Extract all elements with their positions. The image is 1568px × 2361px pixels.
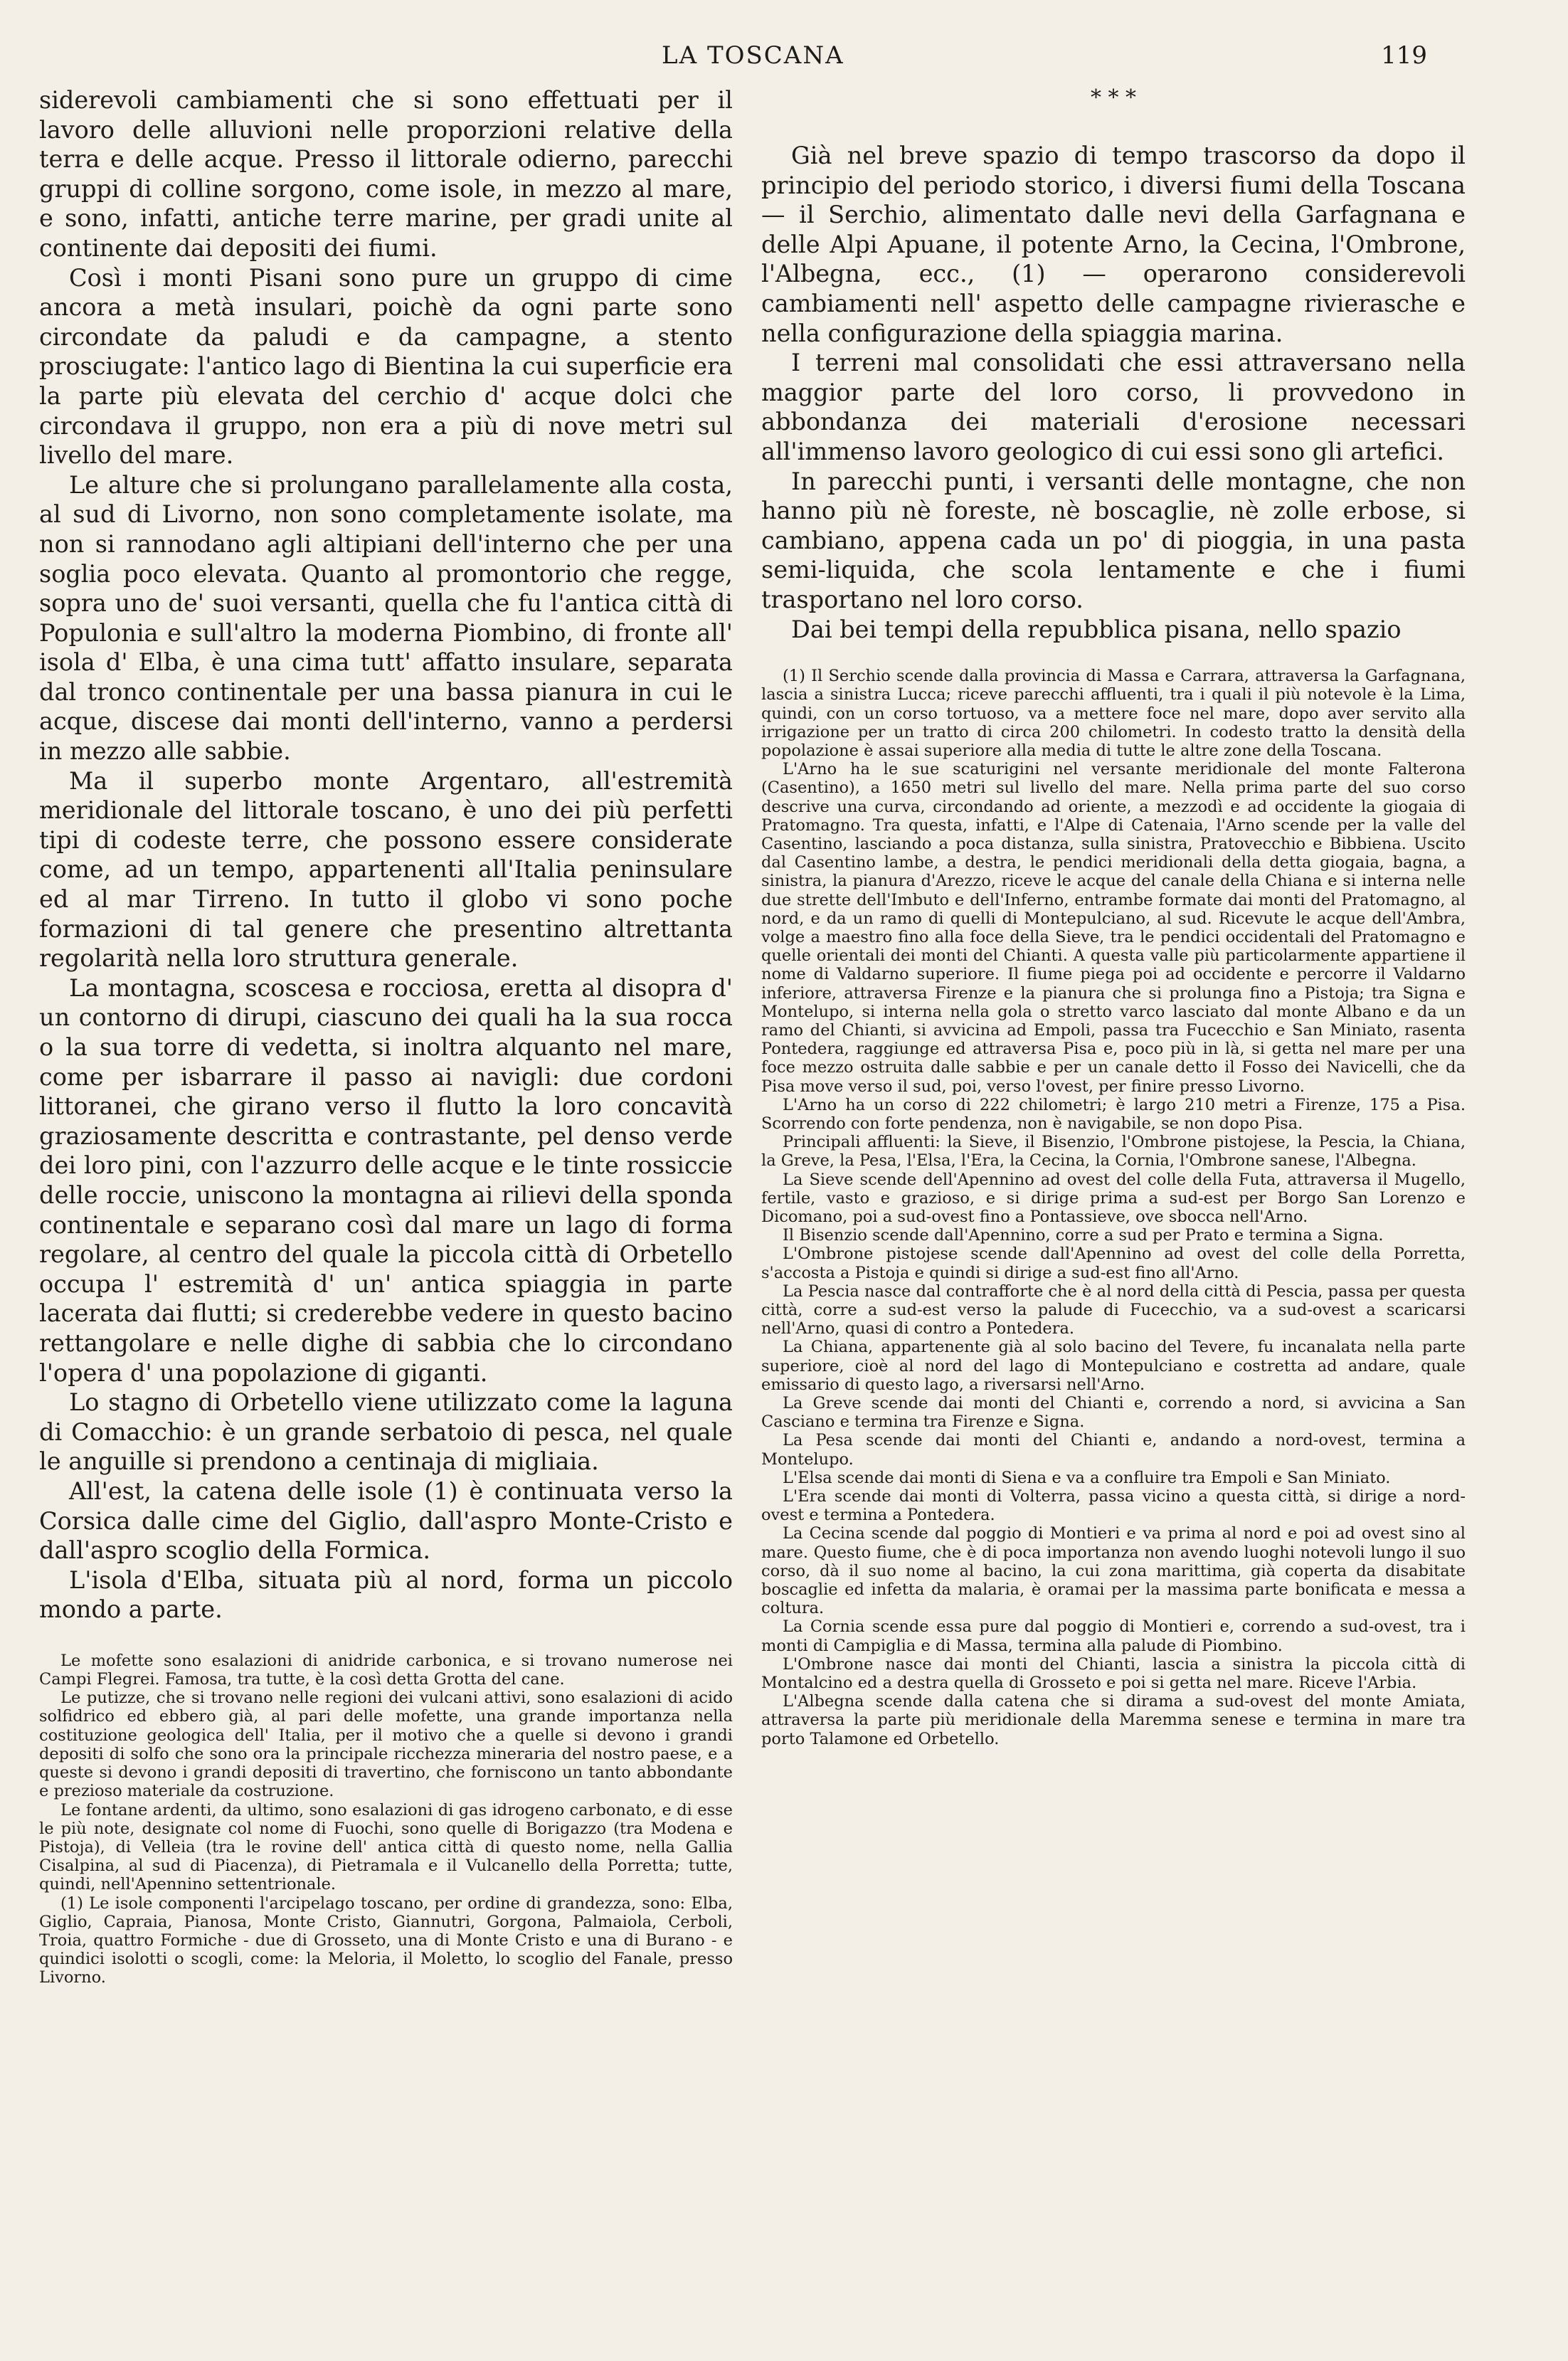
footnote: La Cecina scende dal poggio di Montieri e va prima al nord e poi ad ovest sino al mare. Questo fiume, che è di poca importanza non avendo luoghi notevoli lungo il suo corso, dà il suo nome al bacino, la cui zona marittima, già coperta da disabitate boscaglie ed infetta da malaria, è oramai per la massima parte bonificata e messa a coltura. — [761, 1524, 1466, 1618]
left-column — [39, 85, 733, 1987]
footnote: Il Bisenzio scende dall'Apennino, corre a sud per Prato e termina a Signa. — [783, 1226, 1384, 1245]
footnote: L'Arno ha un corso di 222 chilometri; è largo 210 metri a Firenze, 175 a Pisa. Scorrendo con forte pendenza, non è navigabile, se non dopo Pisa. — [761, 1095, 1466, 1133]
paragraph: In parecchi punti, i versanti delle montagne, che non hanno più nè foreste, nè boscaglie, nè zolle erbose, si cambiano, appena cada un po' di pioggia, in una pasta semi-liquida, che scola lentamente e che i fiumi trasportano nel loro corso. — [761, 467, 1466, 613]
footnote: Le mofette sono esalazioni di anidride carbonica, e si trovano numerose nei Campi Flegrei. Famosa, tra tutte, è la così detta Grotta del cane. — [39, 1651, 733, 1689]
footnote: La Pescia nasce dal contrafforte che è al nord della città di Pescia, passa per questa città, corre a sud-est verso la palude di Fucecchio, va a sud-ovest a scaricarsi nell'Arno, quasi di contro a Pontedera. — [761, 1282, 1466, 1338]
footnote: La Pesa scende dai monti del Chianti e, andando a nord-ovest, termina a Montelupo. — [761, 1431, 1466, 1469]
footnote: La Greve scende dai monti del Chianti e, correndo a nord, si avvicina a San Casciano e termina tra Firenze e Signa. — [761, 1394, 1466, 1432]
footnote: La Chiana, appartenente già al solo bacino del Tevere, fu incanalata nella parte superiore, cioè al nord del lago di Montepulciano e costretta ad andare, quale emissario di questo lago, a riversarsi nell'Arno. — [761, 1338, 1466, 1394]
left-main-text — [39, 85, 733, 1625]
footnote: L'Elsa scende dai monti di Siena e va a confluire tra Empoli e San Miniato. — [783, 1468, 1391, 1487]
paragraph: La montagna, scoscesa e rocciosa, eretta al disopra d' un contorno di dirupi, ciascuno dei quali ha la sua rocca o la sua torre di vedetta, si inoltra alquanto nel mare, come per isbarrare il passo ai navigli: due cordoni littoranei, che girano verso il flutto la loro concavità graziosamente descritta e contrastante, pel denso verde dei loro pini, con l'azzurro delle acque e le tinte rossiccie delle roccie, uniscono la montagna ai rilievi della sponda continentale e separano così dal mare un lago di forma regolare, al centro del quale la piccola città di Orbetello occupa l' estremità d' un' antica spiaggia in parte lacerata dai flutti; si crederebbe vedere in questo bacino rettangolare e nelle dighe di sabbia che lo circondano l'opera d' una popolazione di giganti. — [39, 973, 733, 1387]
paragraph: Lo stagno di Orbetello viene utilizzato come la laguna di Comacchio: è un grande serbatoio di pesca, nel quale le anguille si prendono a centinaja di migliaia. — [39, 1388, 733, 1476]
paragraph: I terreni mal consolidati che essi attraversano nella maggior parte del loro corso, li provvedono in abbondanza dei materiali d'erosione necessari all'immenso lavoro geologico di cui essi sono gli artefici. — [761, 349, 1466, 465]
footnote: L'Ombrone pistojese scende dall'Apennino ad ovest del colle della Porretta, s'accosta a Pistoja e quindi si dirige a sud-est fino all'Arno. — [761, 1245, 1466, 1282]
paragraph: L'isola d'Elba, situata più al nord, forma un piccolo mondo a parte. — [39, 1565, 733, 1624]
footnote: L'Ombrone nasce dai monti del Chianti, lascia a sinistra la piccola città di Montalcino ed a destra quella di Grosseto e poi si getta nel mare. Riceve l'Arbia. — [761, 1654, 1466, 1693]
footnote: La Sieve scende dell'Apennino ad ovest del colle della Futa, attraversa il Mugello, fertile, vasto e grazioso, e si dirige prima a sud-est per Borgo San Lorenzo e Dicomano, poi a sud-ovest fino a Pontassieve, ove sbocca nell'Arno. — [761, 1170, 1466, 1226]
right-main-text — [761, 141, 1466, 644]
footnote: Le putizze, che si trovano nelle regioni dei vulcani attivi, sono esalazioni di acido solfidrico ed ebbero già, al pari delle mofette, una grande importanza nella costituzione geologica dell' Italia, per il motivo che a quelle si devono i grandi depositi di solfo che sono ora la principale ricchezza mineraria del nostro paese, e a queste si devono i grandi depositi di travertino, che forniscono un tanto abbondante e prezioso materiale da costruzione. — [39, 1689, 733, 1801]
footnote: (1) Le isole componenti l'arcipelago toscano, per ordine di grandezza, sono: Elba, Giglio, Capraia, Pianosa, Monte Cristo, Giannutri, Gorgona, Palmaiola, Cerboli, Troia, quattro Formiche - due di Grosseto, una di Monte Cristo e una di Burano - e quindici isolotti o scogli, come: la Meloria, il Moletto, lo scoglio del Fanale, presso Livorno. — [39, 1893, 733, 1987]
paragraph: All'est, la catena delle isole (1) è continuata verso la Corsica dalle cime del Giglio, dall'aspro Monte-Cristo e dall'aspro scoglio della Formica. — [39, 1477, 733, 1565]
paragraph: Le alture che si prolungano parallelamente alla costa, al sud di Livorno, non sono completamente isolate, ma non si rannodano agli altipiani dell'interno che per una soglia poco elevata. Quanto al promontorio che regge, sopra uno de' suoi versanti, quella che fu l'antica città di Populonia e sull'altro la moderna Piombino, di fronte all' isola d' Elba, è una cima tutt' affatto insulare, separata dal tronco continentale per una bassa pianura in cui le acque, discese dai monti dell'interno, vanno a perdersi in mezzo alle sabbie. — [39, 470, 733, 766]
right-column — [761, 85, 1466, 1748]
paragraph: Così i monti Pisani sono pure un gruppo di cime ancora a metà insulari, poichè da ogni parte sono circondate da paludi e da campagne, a stento prosciugate: l'antico lago di Bientina la cui superficie era la parte più elevata del cerchio d' acque dolci che circondava il gruppo, non era a più di nove metri sul livello del mare. — [39, 263, 733, 470]
footnote: L'Albegna scende dalla catena che si dirama a sud-ovest del monte Amiata, attraversa la parte più meridionale della Maremma senese e termina in mare tra porto Talamone ed Orbetello. — [761, 1692, 1466, 1748]
running-header — [0, 41, 1568, 77]
page-number: 119 — [1381, 41, 1427, 70]
footnote: L'Arno ha le sue scaturigini nel versante meridionale del monte Falterona (Casentino), a 1650 metri sul livello del mare. Nella prima parte del suo corso descrive una curva, circondando ad oriente, a mezzodì e ad occidente la giogaia di Pratomagno. Tra questa, infatti, e l'Alpe di Catenaia, l'Arno scende per la valle del Casentino, lasciando a poca distanza, sulla sinistra, Pratovecchio e Bibbiena. Uscito dal Casentino lambe, a destra, le pendici meridionali della detta giogaia, bagna, a sinistra, la pianura d'Arezzo, riceve le acque del canale della Chiana e si interna nelle due strette dell'Imbuto e dell'Inferno, entrambe formate dai monti del Pratomagno, al nord, e da un ramo di quelli di Montepulciano, al sud. Ricevute le acque dell'Ambra, volge a maestro fino alla foce della Sieve, tra le pendici occidentali del Pratomagno e quelle orientali dei monti del Chianti. A questa valle più particolarmente appartiene il nome di Valdarno superiore. Il fiume piega poi ad occidente e percorre il Valdarno inferiore, attraversa Firenze e la pianura che si prolunga fino a Pistoja; tra Signa e Montelupo, si interna nella gola o stretto varco lasciato dal monte Albano e da un ramo del Chianti, si avvicina ad Empoli, passa tra Fucecchio e San Miniato, rasenta Pontedera, raggiunge ed attraversa Pisa e, poco più in là, si getta nel mare per una foce mezzo ostruita dalle sabbie e per un canale detto il Fosso dei Navicelli, che da Pisa move verso il sud, poi, verso l'ovest, per finire presso Livorno. — [761, 760, 1466, 1096]
paragraph: Dai bei tempi della repubblica pisana, nello spazio — [791, 615, 1402, 643]
left-footnotes — [39, 1652, 733, 1987]
footnote: La Cornia scende essa pure dal poggio di Montieri e, correndo a sud-ovest, tra i monti di Campiglia e di Massa, termina alla palude di Piombino. — [761, 1617, 1466, 1655]
running-title: LA TOSCANA — [662, 41, 844, 70]
paragraph: Ma il superbo monte Argentaro, all'estremità meridionale del littorale toscano, è uno dei più perfetti tipi di codeste terre, che possono essere considerate come, ad un tempo, appartenenti all'Italia peninsulare ed al mar Tirreno. In tutto il globo vi sono poche formazioni di tal genere che presentino altrettanta regolarità nella loro struttura generale. — [39, 766, 733, 973]
section-ornament: * * * — [1090, 85, 1137, 110]
paragraph: Già nel breve spazio di tempo trascorso da dopo il principio del periodo storico, i diversi fiumi della Toscana — il Serchio, alimentato dalle nevi della Garfagnana e delle Alpi Apuane, il potente Arno, la Cecina, l'Ombrone, l'Albegna, ecc., (1) — operarono considerevoli cambiamenti nell' aspetto delle campagne rivierasche e nella configurazione della spiaggia marina. — [761, 142, 1466, 347]
footnote: Principali affluenti: la Sieve, il Bisenzio, l'Ombrone pistojese, la Pescia, la Chiana, la Greve, la Pesa, l'Elsa, l'Era, la Cecina, la Cornia, l'Ombrone sanese, l'Albegna. — [761, 1133, 1466, 1171]
right-footnotes — [761, 667, 1466, 1748]
footnote: L'Era scende dai monti di Volterra, passa vicino a questa città, si dirige a nord-ovest e termina a Pontedera. — [761, 1487, 1466, 1525]
footnote: Le fontane ardenti, da ultimo, sono esalazioni di gas idrogeno carbonato, e di esse le più note, designate col nome di Fuochi, sono quelle di Borigazzo (tra Modena e Pistoja), di Velleia (tra le rovine dell' antica città di questo nome, nella Gallia Cisalpina, al sud di Piacenza), di Pietramala e il Vulcanello della Porretta; tutte, quindi, nell'Apennino settentrionale. — [39, 1800, 733, 1894]
paragraph: siderevoli cambiamenti che si sono effettuati per il lavoro delle alluvioni nelle proporzioni relative della terra e delle acque. Presso il littorale odierno, parecchi gruppi di colline sorgono, come isole, in mezzo al mare, e sono, infatti, antiche terre marine, per gradi unite al continente dai depositi dei fiumi. — [39, 86, 733, 262]
footnote: (1) Il Serchio scende dalla provincia di Massa e Carrara, attraversa la Garfagnana, lascia a sinistra Lucca; riceve parecchi affluenti, tra i quali il più notevole è la Lima, quindi, con un corso tortuoso, va a mettere foce nel mare, dopo aver servito alla irrigazione per un tratto di circa 200 chilometri. In codesto tratto la densità della popolazione è assai superiore alla media di tutte le altre zone della Toscana. — [761, 667, 1466, 760]
